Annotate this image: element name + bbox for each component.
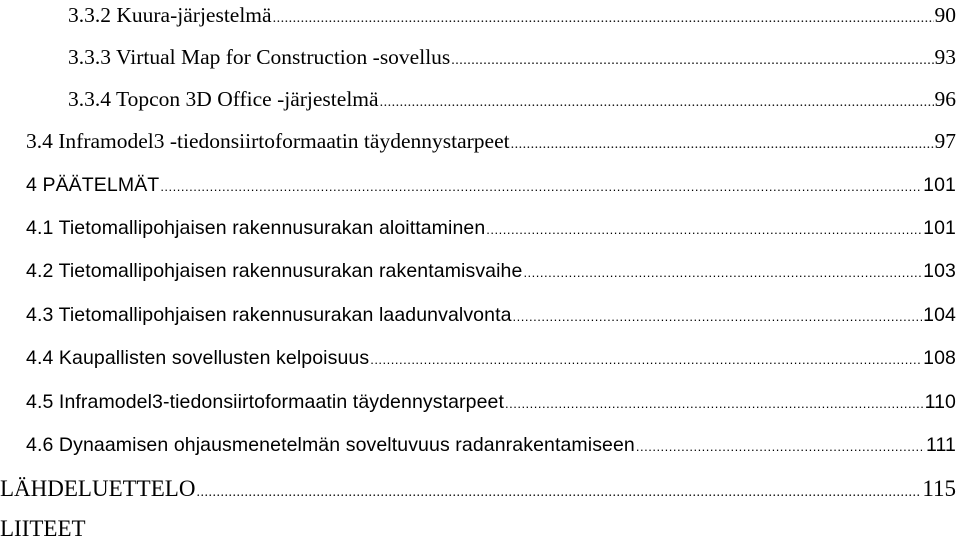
toc-dot-leader	[511, 132, 934, 158]
toc-entry[interactable]	[68, 44, 956, 74]
toc-entry-title: 4.6 Dynaamisen ohjausmenetelmän soveltuvuus radanrakentamiseen	[26, 434, 635, 456]
toc-entry[interactable]	[26, 345, 956, 373]
toc-dot-leader	[370, 347, 922, 373]
toc-dot-leader	[505, 391, 924, 417]
toc-dot-leader	[636, 434, 925, 460]
toc-dot-leader	[160, 174, 922, 200]
toc-entry[interactable]	[26, 258, 956, 286]
toc-dot-leader	[380, 90, 934, 116]
toc-entry-page: 111	[926, 434, 956, 456]
toc-entry-title: 4 PÄÄTELMÄT	[26, 174, 160, 196]
toc-dot-leader	[523, 260, 922, 286]
toc-entry-page: 90	[934, 3, 956, 27]
toc-entry-page: 110	[924, 391, 956, 413]
toc-entry[interactable]	[0, 516, 956, 542]
toc-entry-title: 3.3.2 Kuura-järjestelmä	[68, 3, 272, 27]
toc-entry[interactable]	[26, 302, 956, 330]
toc-entry[interactable]	[68, 2, 956, 32]
toc-entry-title: 4.1 Tietomallipohjaisen rakennusurakan aloittaminen	[26, 217, 486, 239]
toc-dot-leader	[486, 217, 922, 243]
toc-entry-page: 108	[923, 347, 956, 369]
toc-entry[interactable]	[26, 172, 956, 200]
toc-entry[interactable]	[68, 86, 956, 116]
toc-dot-leader	[196, 480, 921, 506]
toc-entry-page: 101	[923, 217, 956, 239]
toc-entry-page: 115	[922, 476, 956, 501]
toc-dot-leader	[273, 6, 934, 32]
toc-entry-title: 4.5 Inframodel3-tiedonsiirtoformaatin täydennystarpeet	[26, 391, 504, 413]
toc-entry-title: LIITEET	[0, 516, 86, 541]
toc-entry[interactable]	[0, 476, 956, 506]
toc-entry-title: LÄHDELUETTELO	[0, 476, 196, 501]
toc-entry[interactable]	[26, 215, 956, 243]
toc-dot-leader	[451, 48, 933, 74]
toc-dot-leader	[513, 304, 923, 330]
toc-entry[interactable]	[26, 432, 956, 460]
toc-entry-page: 93	[934, 45, 956, 69]
toc-entry[interactable]	[26, 128, 956, 158]
toc-entry-page: 96	[934, 87, 956, 111]
toc-entry-title: 3.3.4 Topcon 3D Office -järjestelmä	[68, 87, 379, 111]
toc-entry-title: 3.3.3 Virtual Map for Construction -sovellus	[68, 45, 451, 69]
toc-entry-page: 104	[923, 304, 956, 326]
toc-entry-title: 4.2 Tietomallipohjaisen rakennusurakan rakentamisvaihe	[26, 260, 523, 282]
toc-entry-page: 101	[923, 174, 956, 196]
toc-entry-page: 97	[934, 129, 956, 153]
toc-entry-page: 103	[923, 260, 956, 282]
toc-entry-title: 4.4 Kaupallisten sovellusten kelpoisuus	[26, 347, 370, 369]
toc-entry[interactable]	[26, 389, 956, 417]
toc-entry-title: 4.3 Tietomallipohjaisen rakennusurakan laadunvalvonta	[26, 304, 512, 326]
toc-entry-title: 3.4 Inframodel3 -tiedonsiirtoformaatin täydennystarpeet	[26, 129, 510, 153]
